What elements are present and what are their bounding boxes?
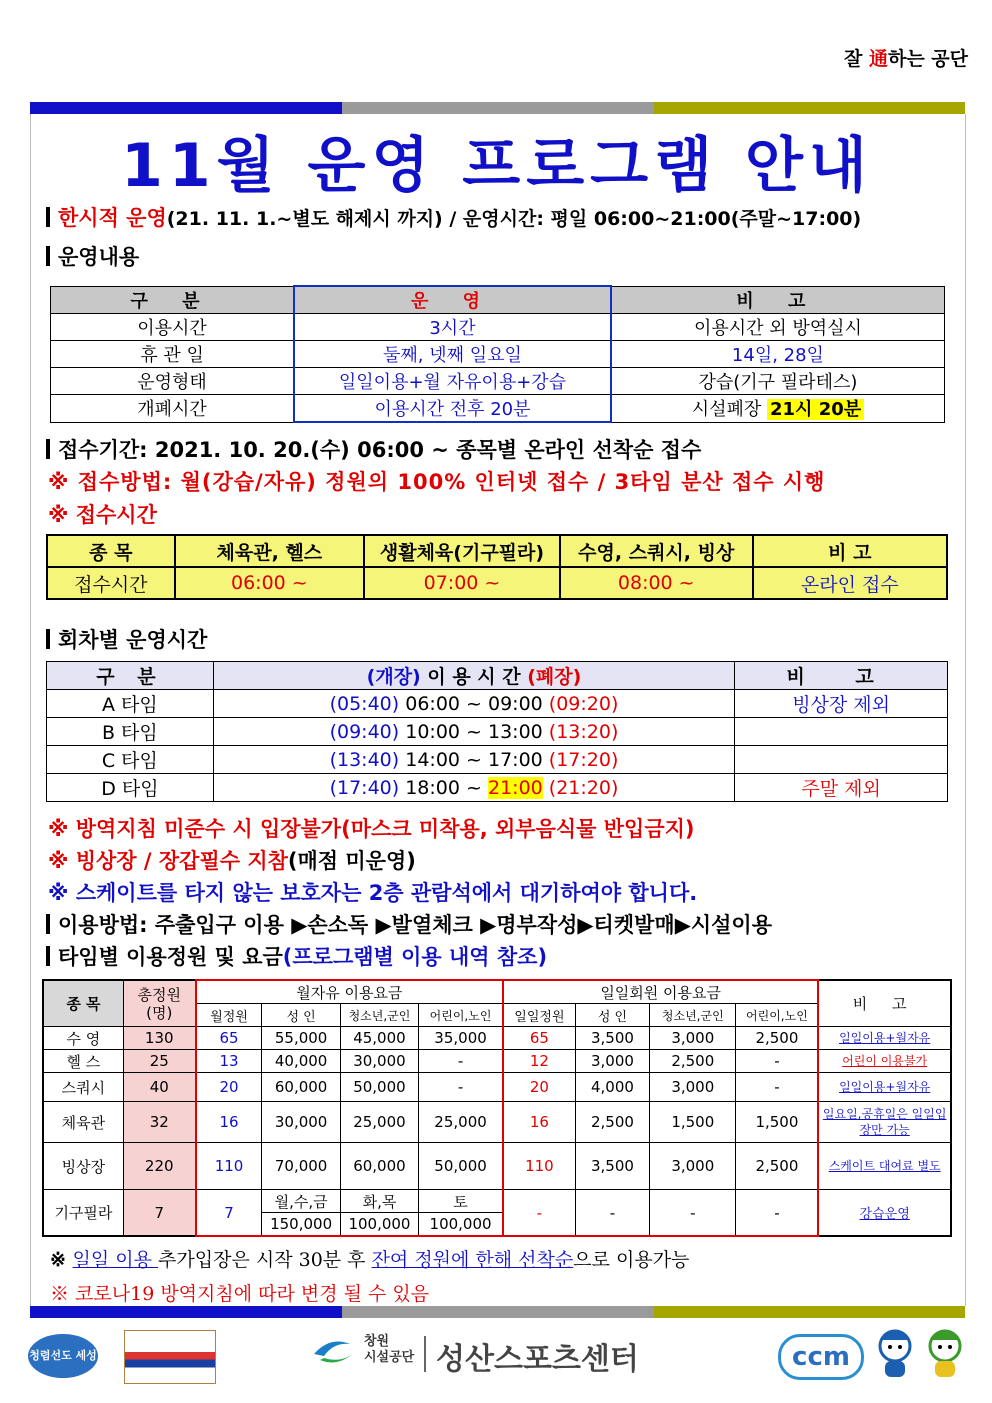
fee-header-note: 비 고 — [818, 980, 951, 1027]
ops-table — [50, 285, 945, 423]
fee-daily-price: 4,000 — [575, 1073, 649, 1102]
reception-header-cell: 체육관, 헬스 — [175, 535, 364, 567]
ops-header-category: 구 분 — [51, 286, 295, 314]
session-note: 빙상장 제외 — [735, 690, 948, 718]
fee-header-daily: 일일회원 이용요금 — [503, 980, 818, 1004]
fee-monthly-price: - — [419, 1050, 503, 1073]
session-time: 06:00 ~ 09:00 — [405, 692, 543, 715]
ops-table-header — [51, 286, 945, 314]
session-open: (13:40) — [329, 748, 400, 771]
center-name: 성산스포츠센터 — [436, 1342, 639, 1377]
top-bar-gray — [342, 102, 654, 114]
session-section-label: 회차별 운영시간 — [58, 628, 208, 652]
table-row — [51, 341, 945, 368]
notice-line — [46, 202, 861, 232]
ccm-logo — [778, 1334, 864, 1380]
fee-subheader: 월정원 — [196, 1004, 262, 1027]
reception-period-text: 접수기간: 2021. 10. 20.(수) 06:00 ~ 종목별 온라인 선착순 접수 — [58, 438, 702, 462]
section-marker — [46, 246, 50, 266]
page-title: 11월 운영 프로그램 안내 — [121, 131, 873, 201]
section-marker — [46, 629, 50, 649]
fee-title-black: 타임별 이용정원 및 요금 — [58, 945, 283, 969]
fee-daily-price: 2,500 — [650, 1050, 736, 1073]
session-close: (17:20) — [548, 748, 619, 771]
fee-note: 어린이 이용불가 — [818, 1050, 951, 1073]
fee-pilates-day: 화,목 — [340, 1190, 418, 1213]
fee-item: 체육관 — [43, 1102, 123, 1143]
ccm-logo-text: ccm — [792, 1342, 850, 1372]
reception-header — [47, 535, 947, 567]
fee-daily-price: 3,500 — [575, 1143, 649, 1190]
fee-daily-price: 3,000 — [575, 1050, 649, 1073]
fee-daily-price: 2,500 — [575, 1102, 649, 1143]
rule-glove-black: (매점 미운영) — [287, 849, 416, 873]
reception-cell: 접수시간 — [47, 567, 175, 599]
slogan-highlight: 通 — [868, 48, 888, 70]
session-header-time — [213, 662, 734, 690]
ops-cell: 이용시간 — [51, 314, 295, 341]
fee-pilates-price: 150,000 — [262, 1213, 340, 1237]
table-row — [43, 1073, 951, 1102]
ops-cell: 이용시간 전후 20분 — [294, 395, 611, 423]
notice-label: 한시적 운영 — [58, 206, 167, 230]
fee-monthly-price: 30,000 — [340, 1050, 418, 1073]
fee-daily-price: - — [575, 1190, 649, 1237]
fee-pilates-price: 100,000 — [340, 1213, 418, 1237]
fee-subheader: 성 인 — [262, 1004, 340, 1027]
footer-note-2: ※ 코로나19 방역지침에 따라 변경 될 수 있음 — [50, 1283, 430, 1305]
session-header-middle: 이 용 시 간 — [420, 666, 528, 688]
session-note — [735, 746, 948, 774]
session-note — [735, 718, 948, 746]
rule-glove-red: ※ 빙상장 / 장갑필수 지참 — [48, 849, 288, 873]
session-open: (05:40) — [329, 692, 400, 715]
ops-cell: 개폐시간 — [51, 395, 295, 423]
session-time: 10:00 ~ 13:00 — [405, 720, 543, 743]
fee-subheader: 성 인 — [575, 1004, 649, 1027]
ops-cell: 운영형태 — [51, 368, 295, 395]
fee-total: 25 — [123, 1050, 195, 1073]
table-row-pilates — [43, 1190, 951, 1213]
certificate-logo — [124, 1330, 216, 1384]
table-row — [51, 314, 945, 341]
fee-item: 스쿼시 — [43, 1073, 123, 1102]
fee-header-item: 종 목 — [43, 980, 123, 1027]
fee-title-blue: (프로그램별 이용 내역 참조) — [282, 945, 548, 969]
fee-pilates-price: 100,000 — [419, 1213, 503, 1237]
session-header-close: (폐장) — [527, 666, 582, 688]
session-header — [47, 662, 948, 690]
fee-daily-price: - — [650, 1190, 736, 1237]
rule-quarantine: ※ 방역지침 미준수 시 입장불가(마스크 미착용, 외부음식물 반입금지) — [48, 817, 695, 841]
usage-method — [46, 909, 772, 939]
session-close: (13:20) — [548, 720, 619, 743]
fee-total: 130 — [123, 1027, 195, 1050]
session-table — [46, 661, 948, 802]
session-header-category: 구 분 — [47, 662, 214, 690]
fee-monthly-price: 60,000 — [262, 1073, 340, 1102]
fee-table — [42, 979, 952, 1237]
session-time: 14:00 ~ 17:00 — [405, 748, 543, 771]
rule-glove — [48, 845, 416, 875]
note-mid: 추가입장은 시작 30분 후 — [158, 1249, 372, 1271]
section-marker — [46, 946, 50, 966]
reception-cell: 온라인 접수 — [753, 567, 947, 599]
fee-pilates-day: 토 — [419, 1190, 503, 1213]
fee-note: 강습운영 — [818, 1190, 951, 1237]
reception-cell: 07:00 ~ — [364, 567, 560, 599]
fee-subheader: 청소년,군인 — [650, 1004, 736, 1027]
session-time-end-highlight: 21:00 — [487, 776, 543, 799]
fee-daily-price: - — [736, 1050, 818, 1073]
table-row — [51, 368, 945, 395]
divider — [424, 1336, 426, 1372]
fee-item: 헬 스 — [43, 1050, 123, 1073]
ops-cell: 일일이용+월 자유이용+강습 — [294, 368, 611, 395]
fee-subheader: 청소년,군인 — [340, 1004, 418, 1027]
reception-header-cell: 비 고 — [753, 535, 947, 567]
fee-daily-cap: 110 — [503, 1143, 575, 1190]
top-bar-blue — [30, 102, 342, 114]
reception-header-cell: 생활체육(기구필라) — [364, 535, 560, 567]
fee-daily-price: 1,500 — [650, 1102, 736, 1143]
fee-subheader: 일일정원 — [503, 1004, 575, 1027]
section-marker — [46, 439, 50, 459]
fee-daily-price: 1,500 — [736, 1102, 818, 1143]
fee-monthly-price: 60,000 — [340, 1143, 418, 1190]
table-row — [43, 1050, 951, 1073]
ops-header-note: 비 고 — [611, 286, 945, 314]
table-row — [47, 567, 947, 599]
bottom-bar-blue — [30, 1306, 342, 1318]
ops-section-title — [46, 241, 139, 271]
session-open: (17:40) — [329, 776, 400, 799]
bottom-bar-gray — [342, 1306, 654, 1318]
session-name: D 타임 — [47, 774, 214, 802]
mascot-blue-icon — [872, 1328, 918, 1384]
slogan — [844, 44, 968, 71]
slogan-post: 하는 공단 — [887, 48, 968, 70]
fee-section-title — [46, 941, 547, 971]
fee-daily-price: 3,000 — [650, 1073, 736, 1102]
ops-cell: 이용시간 외 방역실시 — [611, 314, 945, 341]
integrity-logo-text: 청렴선도 세성 — [29, 1349, 97, 1362]
fee-note: 일일이용+월자유 — [818, 1027, 951, 1050]
fee-daily-price: - — [736, 1190, 818, 1237]
table-row — [47, 774, 948, 802]
mascot-green-icon — [922, 1328, 968, 1384]
fee-total: 40 — [123, 1073, 195, 1102]
ops-cell: 14일, 28일 — [611, 341, 945, 368]
rule-guardian: ※ 스케이트를 타지 않는 보호자는 2층 관람석에서 대기하여야 합니다. — [48, 881, 698, 905]
ops-cell: 휴 관 일 — [51, 341, 295, 368]
fee-monthly-cap: 7 — [196, 1190, 262, 1237]
usage-method-text: 이용방법: 주출입구 이용 ▶손소독 ▶발열체크 ▶명부작성▶티켓발매▶시설이용 — [58, 913, 772, 937]
fee-monthly-price: 70,000 — [262, 1143, 340, 1190]
fee-monthly-price: 25,000 — [419, 1102, 503, 1143]
note-mark: ※ — [50, 1249, 73, 1271]
note-remaining: 잔여 정원에 한해 선착순 — [371, 1249, 574, 1271]
fee-total: 220 — [123, 1143, 195, 1190]
session-header-open: (개장) — [366, 666, 421, 688]
fee-pilates-day: 월,수,금 — [262, 1190, 340, 1213]
fee-item: 수 영 — [43, 1027, 123, 1050]
note-post: 으로 이용가능 — [573, 1249, 690, 1271]
fee-item: 기구필라 — [43, 1190, 123, 1237]
fee-subheader: 어린이,노인 — [736, 1004, 818, 1027]
table-row — [47, 718, 948, 746]
table-row — [43, 1027, 951, 1050]
fee-monthly-price: - — [419, 1073, 503, 1102]
reception-period — [46, 434, 701, 464]
ops-header-operation: 운 영 — [294, 286, 611, 314]
footer-note-1 — [50, 1245, 689, 1272]
session-open: (09:40) — [329, 720, 400, 743]
reception-cell: 06:00 ~ — [175, 567, 364, 599]
slogan-pre: 잘 — [843, 48, 869, 70]
fee-daily-price: 3,500 — [575, 1027, 649, 1050]
ops-section-label: 운영내용 — [58, 245, 140, 269]
fee-daily-price: 2,500 — [736, 1143, 818, 1190]
fee-note: 스케이트 대여료 별도 — [818, 1143, 951, 1190]
session-header-note: 비 고 — [735, 662, 948, 690]
fee-daily-cap: 16 — [503, 1102, 575, 1143]
fee-monthly-price: 25,000 — [340, 1102, 418, 1143]
fee-daily-cap: 20 — [503, 1073, 575, 1102]
section-marker — [46, 207, 50, 227]
integrity-logo — [28, 1334, 98, 1378]
session-note: 주말 제외 — [735, 774, 948, 802]
fee-header-total: 총정원 (명) — [123, 980, 195, 1027]
reception-header-cell: 종 목 — [47, 535, 175, 567]
closing-label: 시설폐장 — [691, 399, 767, 421]
fee-daily-price: - — [736, 1073, 818, 1102]
reception-header-cell: 수영, 스쿼시, 빙상 — [560, 535, 753, 567]
notice-text: (21. 11. 1.~별도 해제시 까지) / 운영시간: 평일 06:00~21:00(주말~17:00) — [166, 208, 862, 230]
fee-monthly-price: 55,000 — [262, 1027, 340, 1050]
fee-monthly-cap: 20 — [196, 1073, 262, 1102]
org-name: 창원 시설공단 — [364, 1334, 415, 1365]
table-row — [47, 746, 948, 774]
fee-monthly-price: 35,000 — [419, 1027, 503, 1050]
fee-daily-price: 2,500 — [736, 1027, 818, 1050]
fee-monthly-cap: 110 — [196, 1143, 262, 1190]
ops-cell: 강습(기구 필라테스) — [611, 368, 945, 395]
bottom-bar-olive — [654, 1306, 965, 1318]
fee-note: 일요일,공휴일은 일일입장만 가능 — [818, 1102, 951, 1143]
fee-daily-cap: - — [503, 1190, 575, 1237]
fee-monthly-cap: 13 — [196, 1050, 262, 1073]
ops-cell-closing — [611, 395, 945, 423]
closing-time-highlight: 21시 20분 — [767, 399, 864, 420]
session-time-cell — [213, 746, 734, 774]
fee-note: 일일이용+월자유 — [818, 1073, 951, 1102]
session-time-cell — [213, 718, 734, 746]
top-bar-olive — [654, 102, 965, 114]
reception-method: ※ 접수방법: 월(강습/자유) 정원의 100% 인터넷 접수 / 3타임 분산 접수 시행 — [48, 470, 826, 494]
reception-cell: 08:00 ~ — [560, 567, 753, 599]
ops-cell: 둘째, 넷째 일요일 — [294, 341, 611, 368]
reception-time-title: ※ 접수시간 — [48, 503, 157, 527]
fee-total: 7 — [123, 1190, 195, 1237]
fee-monthly-price: 50,000 — [419, 1143, 503, 1190]
fee-daily-price: 3,000 — [650, 1027, 736, 1050]
session-name: B 타임 — [47, 718, 214, 746]
fee-daily-cap: 65 — [503, 1027, 575, 1050]
fee-item: 빙상장 — [43, 1143, 123, 1190]
org-logo-icon — [310, 1334, 360, 1370]
ops-cell: 3시간 — [294, 314, 611, 341]
note-daily-use: 일일 이용 — [72, 1249, 159, 1271]
session-close: (09:20) — [548, 692, 619, 715]
table-row — [47, 690, 948, 718]
session-name: C 타임 — [47, 746, 214, 774]
fee-header-row — [43, 980, 951, 1004]
section-marker — [46, 914, 50, 934]
table-row — [51, 395, 945, 423]
session-close: (21:20) — [548, 776, 619, 799]
fee-total: 32 — [123, 1102, 195, 1143]
session-section-title — [46, 624, 207, 654]
fee-monthly-cap: 16 — [196, 1102, 262, 1143]
fee-monthly-cap: 65 — [196, 1027, 262, 1050]
fee-daily-cap: 12 — [503, 1050, 575, 1073]
session-time-cell — [213, 774, 734, 802]
fee-monthly-price: 30,000 — [262, 1102, 340, 1143]
fee-monthly-price: 50,000 — [340, 1073, 418, 1102]
fee-daily-price: 3,000 — [650, 1143, 736, 1190]
table-row — [43, 1102, 951, 1143]
session-time: 18:00 ~ — [405, 776, 488, 799]
fee-subheader: 어린이,노인 — [419, 1004, 503, 1027]
table-row — [43, 1143, 951, 1190]
reception-table — [46, 534, 948, 600]
fee-monthly-price: 40,000 — [262, 1050, 340, 1073]
fee-monthly-price: 45,000 — [340, 1027, 418, 1050]
session-name: A 타임 — [47, 690, 214, 718]
fee-header-monthly: 월자유 이용요금 — [196, 980, 503, 1004]
session-time-cell — [213, 690, 734, 718]
